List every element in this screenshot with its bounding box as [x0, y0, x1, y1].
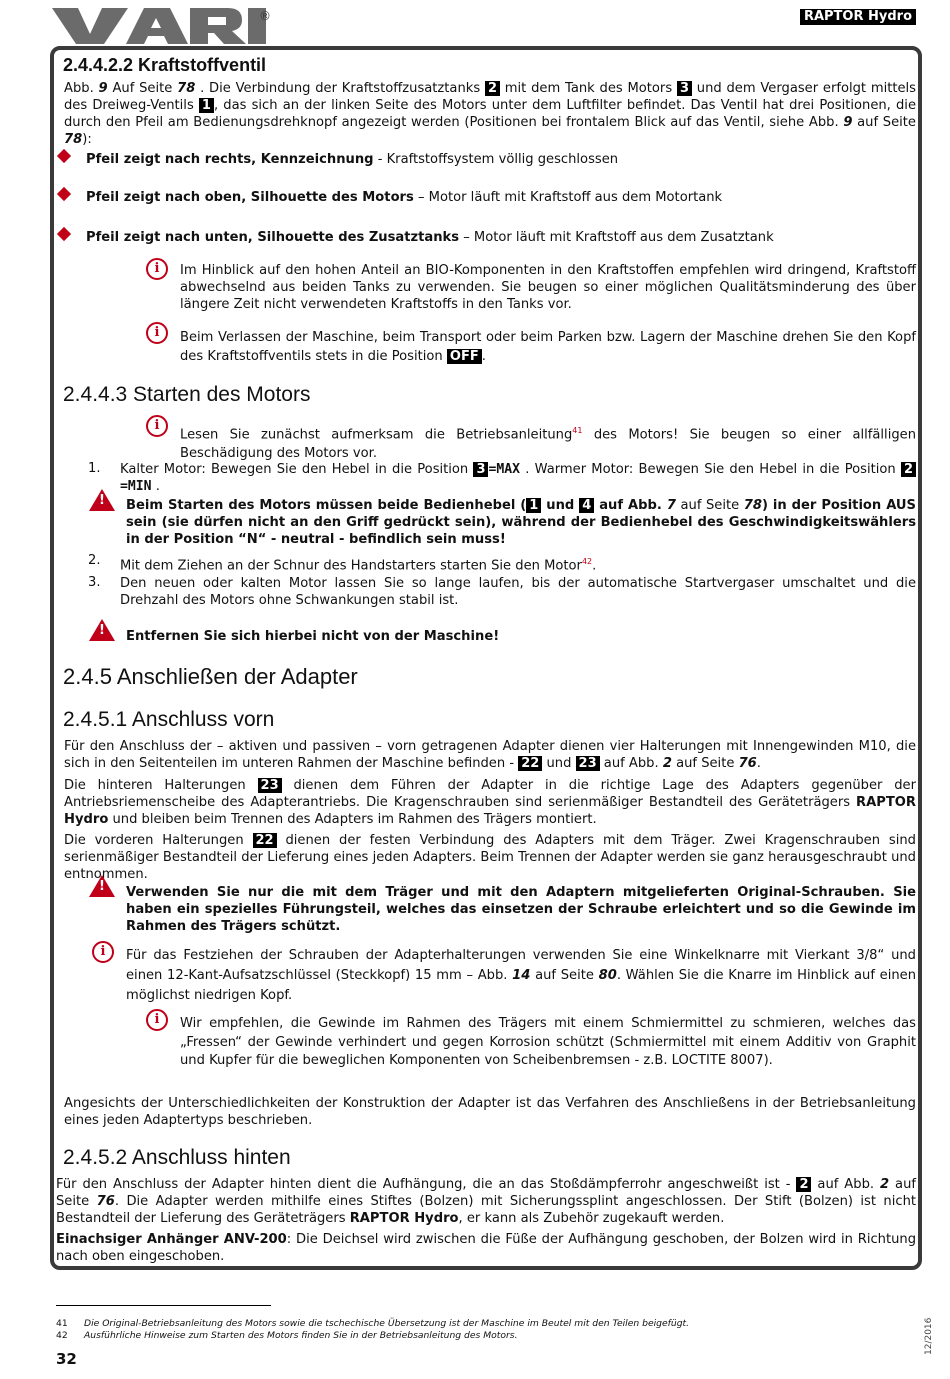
footnote-divider — [56, 1305, 271, 1306]
ref-badge: 22 — [253, 833, 277, 848]
bullet-item: Pfeil zeigt nach rechts, Kennzeichnung - Kraftstoffsystem völlig geschlossen — [86, 152, 619, 167]
step-number: 2. — [88, 553, 101, 568]
anschluss-vorn-paragraph: Für den Anschluss der – aktiven und passiven – vorn getragenen Adapter dienen vier Halterungen mit Innengewinden M10, die sich in den Seitenteilen im unteren Rahmen der Maschine befinden - 22 und 23 auf Abb. 2 auf Seite 76. — [64, 739, 916, 771]
info-note: Lesen Sie zunächst aufmerksam die Betriebsanleitung$^{41}$ des Motors! Sie beugen so einer allfälligen Beschädigung des Motors vor. — [180, 426, 916, 462]
anschluss-vorn-paragraph: Angesichts der Unterschiedlichkeiten der Konstruktion der Adapter ist das Verfahren des Anschließens in der Betriebsanleitung eines jeden Adaptertyps beschrieben. — [64, 1096, 916, 1128]
warning-note: Entfernen Sie sich hierbei nicht von der Maschine! — [126, 629, 500, 644]
step-item: Den neuen oder kalten Motor lassen Sie so lange laufen, bis der automatische Startvergaser umschaltet und die Drehzahl des Motors ohne Schwankungen stabil ist. — [120, 576, 916, 608]
info-icon: i — [92, 941, 114, 963]
registered-mark: ® — [259, 9, 271, 23]
step-number: 3. — [88, 575, 101, 590]
warning-icon: ! — [89, 619, 115, 641]
ref-badge: 23 — [576, 756, 600, 771]
section-title-starten: 2.4.4.3 Starten des Motors — [63, 383, 311, 406]
page-number: 32 — [56, 1350, 77, 1368]
ref-badge: 4 — [579, 498, 594, 513]
kraftstoffventil-paragraph: Abb. 9 Auf Seite 78 . Die Verbindung der Kraftstoffzusatztanks 2 mit dem Tank des Motors 3 und dem Vergaser erfolgt mittels des Dreiweg-Ventils 1 , das sich an der linken Seite des Motors unter dem Luftfilter befindet. Das Ventil hat drei Positionen, die durch den Pfeil am Bedienungsdrehknopf angezeigt werden (Positionen bei frontalem Blick auf das Ventil, siehe Abb. 9 auf Seite 78): — [64, 81, 917, 147]
info-icon: i — [146, 1009, 168, 1031]
revision-date: 12/2016 — [924, 1317, 934, 1355]
ref-badge: 1 — [526, 498, 541, 513]
info-note: Im Hinblick auf den hohen Anteil an BIO-Komponenten in den Kraftstoffen empfehlen wird dringend, Kraftstoff abwechselnd aus beiden Tanks zu verwenden. Sie beugen so einer möglichen Qualitätsminderung des über längere Zeit nicht verwendeten Kraftstoffs in den Tanks vor. — [180, 263, 916, 312]
anschluss-vorn-paragraph: Die vorderen Halterungen 22 dienen der festen Verbindung des Adapters mit dem Träger. Zwei Kragenschrauben sind serienmäßiger Bestandteil der Lieferung eines jeden Adapters. Beim Trennen der Adapter werden sie ganz herausgeschraubt und entnommen. — [64, 833, 916, 882]
footnote: 42 Ausführliche Hinweise zum Starten des Motors finden Sie in der Betriebsanleitung des Motors. — [56, 1330, 518, 1341]
footnote: 41 Die Original-Betriebsanleitung des Motors sowie die tschechische Übersetzung ist der Maschine im Beutel mit den Teilen beigefügt. — [56, 1318, 690, 1329]
section-title-kraftstoffventil: 2.4.4.2.2 Kraftstoffventil — [63, 55, 267, 75]
info-icon: i — [146, 322, 168, 344]
anschluss-vorn-paragraph: Die hinteren Halterungen 23 dienen dem Führen der Adapter in die richtige Lage des Adapters gegenüber der Antriebsriemenscheibe des Adapterantriebs. Die Kragenschrauben sind serienmäßiger Bestandteil des Geräteträgers RAPTOR Hydro und bleiben beim Trennen des Adapters im Rahmen des Trägers montiert. — [64, 778, 916, 827]
step-item: Kalter Motor: Bewegen Sie den Hebel in die Position 3 =MAX . Warmer Motor: Bewegen Sie den Hebel in die Position 2=MIN . — [120, 461, 916, 495]
ref-badge: 2 — [485, 81, 500, 96]
warning-note: Beim Starten des Motors müssen beide Bedienhebel ( 1 und 4 auf Abb. 7 auf Seite 78) in der Position AUS sein (sie dürfen nicht an den Griff gedrückt sein), während der Bedienhebel des Geschwindigkeitswählers in der Position “N“ - neutral - befindlich sein muss! — [126, 498, 916, 547]
step-number: 1. — [88, 461, 101, 476]
section-title-anschluss-hinten: 2.4.5.2 Anschluss hinten — [63, 1146, 291, 1169]
info-icon: i — [146, 258, 168, 280]
ref-badge: 23 — [258, 778, 282, 793]
ref-badge: 3 — [473, 462, 488, 477]
off-badge: OFF — [447, 349, 482, 364]
info-note: Für das Festziehen der Schrauben der Adapterhalterungen verwenden Sie eine Winkelknarre mit Vierkant 3/8“ und einen 12-Kant-Aufsatzschlüssel (Steckkopf) 15 mm – Abb. 14 auf Seite 80. Wählen Sie die Knarre im Hinblick auf einen möglichst niedrigen Kopf. — [126, 948, 916, 1003]
section-title-anschliessen: 2.4.5 Anschließen der Adapter — [63, 664, 358, 689]
ref-badge: 22 — [518, 756, 542, 771]
anschluss-hinten-paragraph: Einachsiger Anhänger ANV-200: Die Deichsel wird zwischen die Füße der Aufhängung geschoben, der Bolzen wird in Richtung nach oben eingeschoben. — [56, 1232, 917, 1264]
warning-icon: ! — [89, 875, 115, 897]
step-item: Mit dem Ziehen an der Schnur des Handstarters starten Sie den Motor$^{42}$. — [120, 557, 597, 574]
warning-note: Verwenden Sie nur die mit dem Träger und mit den Adaptern mitgelieferten Original-Schrauben. Sie haben ein spezielles Führungsteil, welches das einsetzen der Schraube erleichtert und so die Gewinde im Rahmen des Trägers schützt. — [126, 885, 916, 934]
bullet-item: Pfeil zeigt nach unten, Silhouette des Zusatztanks – Motor läuft mit Kraftstoff aus dem Zusatztank — [86, 230, 774, 245]
ref-badge: 1 — [199, 98, 214, 113]
ref-badge: 3 — [677, 81, 692, 96]
vari-logo — [52, 6, 282, 46]
ref-badge: 2 — [901, 462, 916, 477]
warning-icon: ! — [89, 489, 115, 511]
section-title-anschluss-vorn: 2.4.5.1 Anschluss vorn — [63, 708, 275, 731]
info-note: Wir empfehlen, die Gewinde im Rahmen des Trägers mit einem Schmiermittel zu schmieren, welches das „Fressen“ der Gewinde verhindert und gegen Korrosion schützt (Schmiermittel mit einem Additiv von Graphit und Kupfer für die beweglichen Komponenten von Scheibenbremsen - z.B. LOCTITE 8007). — [180, 1016, 916, 1068]
info-icon: i — [146, 415, 168, 437]
anschluss-hinten-paragraph: Für den Anschluss der Adapter hinten dient die Aufhängung, die an das Stoßdämpferrohr angeschweißt ist - 2 auf Abb. 2 auf Seite 76. Die Adapter werden mithilfe eines Stiftes (Bolzen) mit Sicherungssplint angeschlossen. Der Stift (Bolzen) ist nicht Bestandteil der Lieferung des Geräteträgers RAPTOR Hydro, er kann als Zubehör zugekauft werden. — [56, 1177, 917, 1226]
ref-badge: 2 — [796, 1177, 811, 1192]
info-note: Beim Verlassen der Maschine, beim Transport oder beim Parken bzw. Lagern der Maschine drehen Sie den Kopf des Kraftstoffventils stets in die Position OFF . — [180, 330, 916, 364]
model-label: RAPTOR Hydro — [800, 9, 916, 25]
bullet-item: Pfeil zeigt nach oben, Silhouette des Motors – Motor läuft mit Kraftstoff aus dem Motortank — [86, 190, 723, 205]
